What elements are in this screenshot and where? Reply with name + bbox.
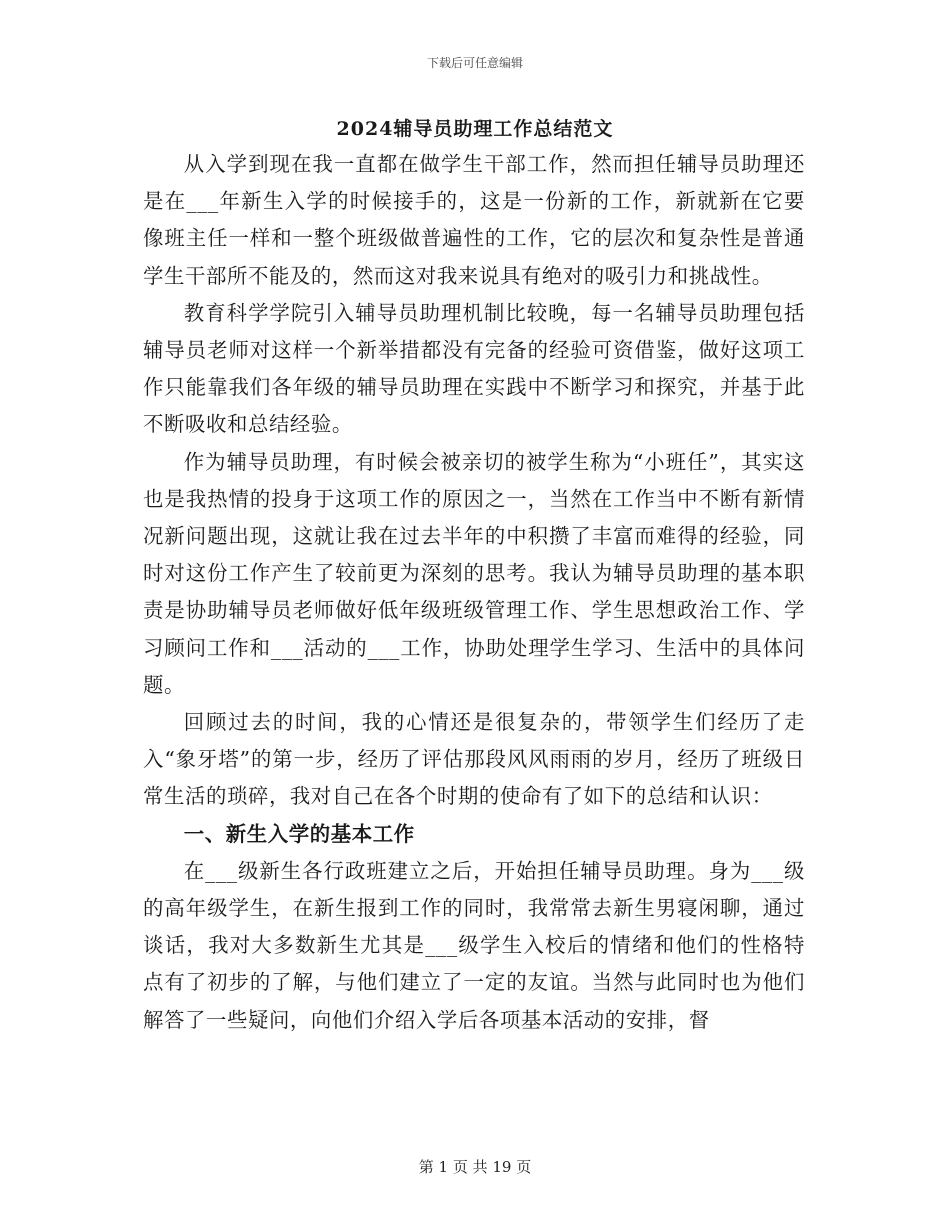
- document-title: 2024辅导员助理工作总结范文: [336, 118, 614, 140]
- page-number: 第 1 页 共 19 页: [418, 1158, 532, 1176]
- document-body: [143, 146, 805, 1039]
- paragraph-3: 作为辅导员助理，有时候会被亲切的被学生称为“小班任”，其实这也是我热情的投身于这项工作的原因之一，当然在工作当中不断有新情况新问题出现，这就让我在过去半年的中积攒了丰富而难得的经验，同时对这份工作产生了较前更为深刻的思考。我认为辅导员助理的基本职责是协助辅导员老师做好低年级班级管理工作、学生思想政治工作、学习顾问工作和___活动的___工作，协助处理学生学习、生活中的具体问题。: [143, 449, 805, 697]
- section-heading: 一、新生入学的基本工作: [183, 821, 415, 846]
- paragraph-2: 教育科学学院引入辅导员助理机制比较晚，每一名辅导员助理包括辅导员老师对这样一个新举措都没有完备的经验可资借鉴，做好这项工作只能靠我们各年级的辅导员助理在实践中不断学习和探究，并基于此不断吸收和总结经验。: [143, 300, 805, 437]
- paragraph-4: 回顾过去的时间，我的心情还是很复杂的，带领学生们经历了走入“象牙塔”的第一步，经历了评估那段风风雨雨的岁月，经历了班级日常生活的琐碎，我对自己在各个时期的使命有了如下的总结和认识：: [143, 710, 805, 809]
- section-paragraph: 在___级新生各行政班建立之后，开始担任辅导员助理。身为___级的高年级学生，在新生报到工作的同时，我常常去新生男寝闲聊，通过谈话，我对大多数新生尤其是___级学生入校后的情绪和他们的性格特点有了初步的了解，与他们建立了一定的友谊。当然与此同时也为他们解答了一些疑问，向他们介绍入学后各项基本活动的安排，督: [143, 858, 805, 1032]
- paragraph-1: 从入学到现在我一直都在做学生干部工作，然而担任辅导员助理还是在___年新生入学的时候接手的，这是一份新的工作，新就新在它要像班主任一样和一整个班级做普遍性的工作，它的层次和复杂性是普通学生干部所不能及的，然而这对我来说具有绝对的吸引力和挑战性。: [143, 152, 805, 288]
- page-header-note: 下载后可任意编辑: [426, 56, 523, 70]
